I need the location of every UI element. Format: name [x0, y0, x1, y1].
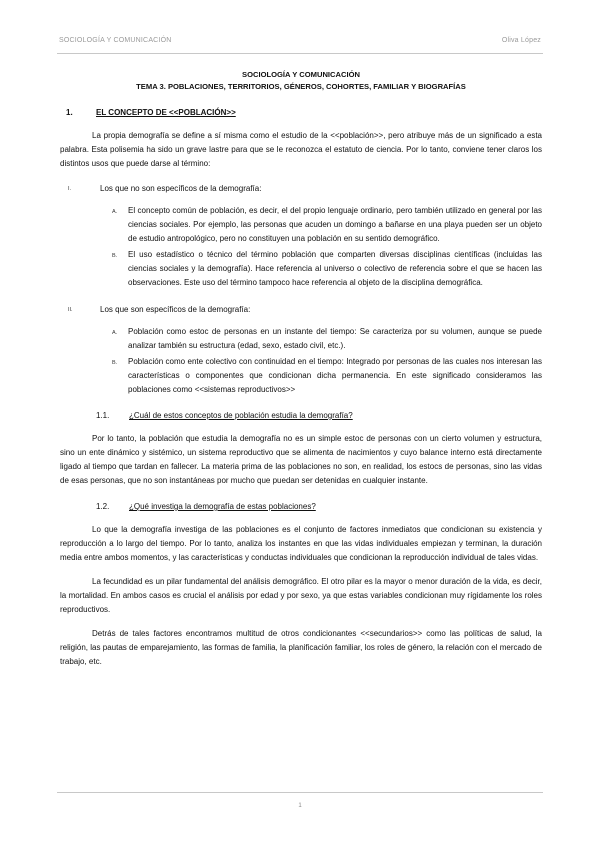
- subsection-number: 1.1.: [96, 411, 110, 420]
- document-title: SOCIOLOGÍA Y COMUNICACIÓN: [242, 70, 360, 79]
- section-intro-paragraph: La propia demografía se define a sí misma como el estudio de la <<población>>, pero atribuye más de un significado a esta palabra. Esta polisemia ha sido un grave lastre para que se le reconozca el estatuto de ciencia. Por lo tanto, conviene tener claros los distintos usos que puede darse al término:: [60, 131, 542, 168]
- list-group-label: Los que son específicos de la demografía:: [100, 305, 251, 314]
- header-divider: [57, 53, 543, 54]
- list-group-heading: [60, 304, 542, 316]
- body-paragraph: Lo que la demografía investiga de las poblaciones es el conjunto de factores inmediatos que condicionan su existencia y reproducción a lo largo del tiempo. Por lo tanto, analiza los instantes en que las vidas individuales empiezan y terminan, la duración media entre ambos momentos, y las características y conductas individuales que condicionan la reproducción individual de tales vidas.: [60, 525, 542, 562]
- list-item-text: Población como ente colectivo con continuidad en el tiempo: Integrado por personas de las cuales nos interesan las características o componentes que condicionan dicha permanencia. En este significado consideramos las poblaciones como <<sistemas reproductivos>>: [128, 357, 542, 394]
- section-heading: [60, 107, 542, 119]
- section-title: EL CONCEPTO DE <<POBLACIÓN>>: [96, 108, 236, 117]
- list-group-label: Los que no son específicos de la demografía:: [100, 184, 262, 193]
- list-item-text: El concepto común de población, es decir, el del propio lenguaje ordinario, pero también utilizado en general por las ciencias sociales. Por ejemplo, las personas que acuden un domingo a bañarse en una playa pueden ser un objeto de estudio antropológico, pero no constituyen una población en su sentido demográfico.: [128, 206, 542, 243]
- list-item: [112, 248, 542, 290]
- list-group-marker: I.: [68, 186, 72, 192]
- list-item-text: El uso estadístico o técnico del término población que comparten diversas disciplinas científicas (incluidas las ciencias sociales y la demografía). Hace referencia al universo o colectivo de referencia sobre el que se hacen las observaciones. Este uso del término tampoco hace referencia al objeto de la disciplina demográfica.: [128, 250, 542, 287]
- body-paragraph: La fecundidad es un pilar fundamental del análisis demográfico. El otro pilar es la mayor o menor duración de la vida, es decir, la mortalidad. En ambos casos es crucial el análisis por edad y por sexo, ya que estas variables condicionan muy rígidamente los roles reproductivos.: [60, 577, 542, 614]
- list-item: [112, 355, 542, 397]
- subsection-heading: [96, 410, 542, 422]
- running-header-author: Oliva López: [501, 37, 541, 44]
- list-item: [112, 204, 542, 246]
- document-body: [60, 69, 542, 669]
- list-item-marker: B.: [112, 253, 118, 259]
- body-paragraph: Por lo tanto, la población que estudia la demografía no es un simple estoc de personas con un cierto volumen y estructura, sino un ente dinámico y sistémico, un sistema reproductivo que se alimenta de nacimientos y cuyo balance interno está directamente ligado al tiempo que tardan en fallecer. La materia prima de las poblaciones no son, en realidad, los estocs de personas, sino las vidas de esas personas, que no son instantáneas por mucho que puedan ser detenidas en cualquier instante.: [60, 434, 542, 485]
- document-subtitle: TEMA 3. POBLACIONES, TERRITORIOS, GÉNEROS, COHORTES, FAMILIAR Y BIOGRAFÍAS: [136, 82, 466, 91]
- subsection-title: ¿Qué investiga la demografía de estas poblaciones?: [129, 502, 316, 511]
- list-item-marker: A.: [112, 209, 118, 215]
- page-number: 1: [298, 803, 302, 809]
- section-number: 1.: [66, 108, 73, 117]
- list-item-marker: A.: [112, 330, 118, 336]
- list-item: [112, 325, 542, 353]
- body-paragraph: Detrás de tales factores encontramos multitud de otros condicionantes <<secundarios>> como las políticas de salud, la religión, las pautas de emparejamiento, las formas de familia, la planificación familiar, los roles de género, la relación con el mercado de trabajo, etc.: [60, 629, 542, 666]
- list-item-marker: B.: [112, 360, 118, 366]
- running-header-course: SOCIOLOGÍA Y COMUNICACIÓN: [59, 37, 172, 44]
- subsection-title: ¿Cuál de estos conceptos de población estudia la demografía?: [129, 411, 353, 420]
- list-item-text: Población como estoc de personas en un instante del tiempo: Se caracteriza por su volumen, aunque se puede analizar también su estructura (edad, sexo, estado civil, etc.).: [128, 327, 542, 350]
- list-group-marker: II.: [68, 307, 73, 313]
- list-group-heading: [60, 183, 542, 195]
- footer-divider: [57, 792, 543, 793]
- subsection-number: 1.2.: [96, 502, 110, 511]
- subsection-heading: [96, 501, 542, 513]
